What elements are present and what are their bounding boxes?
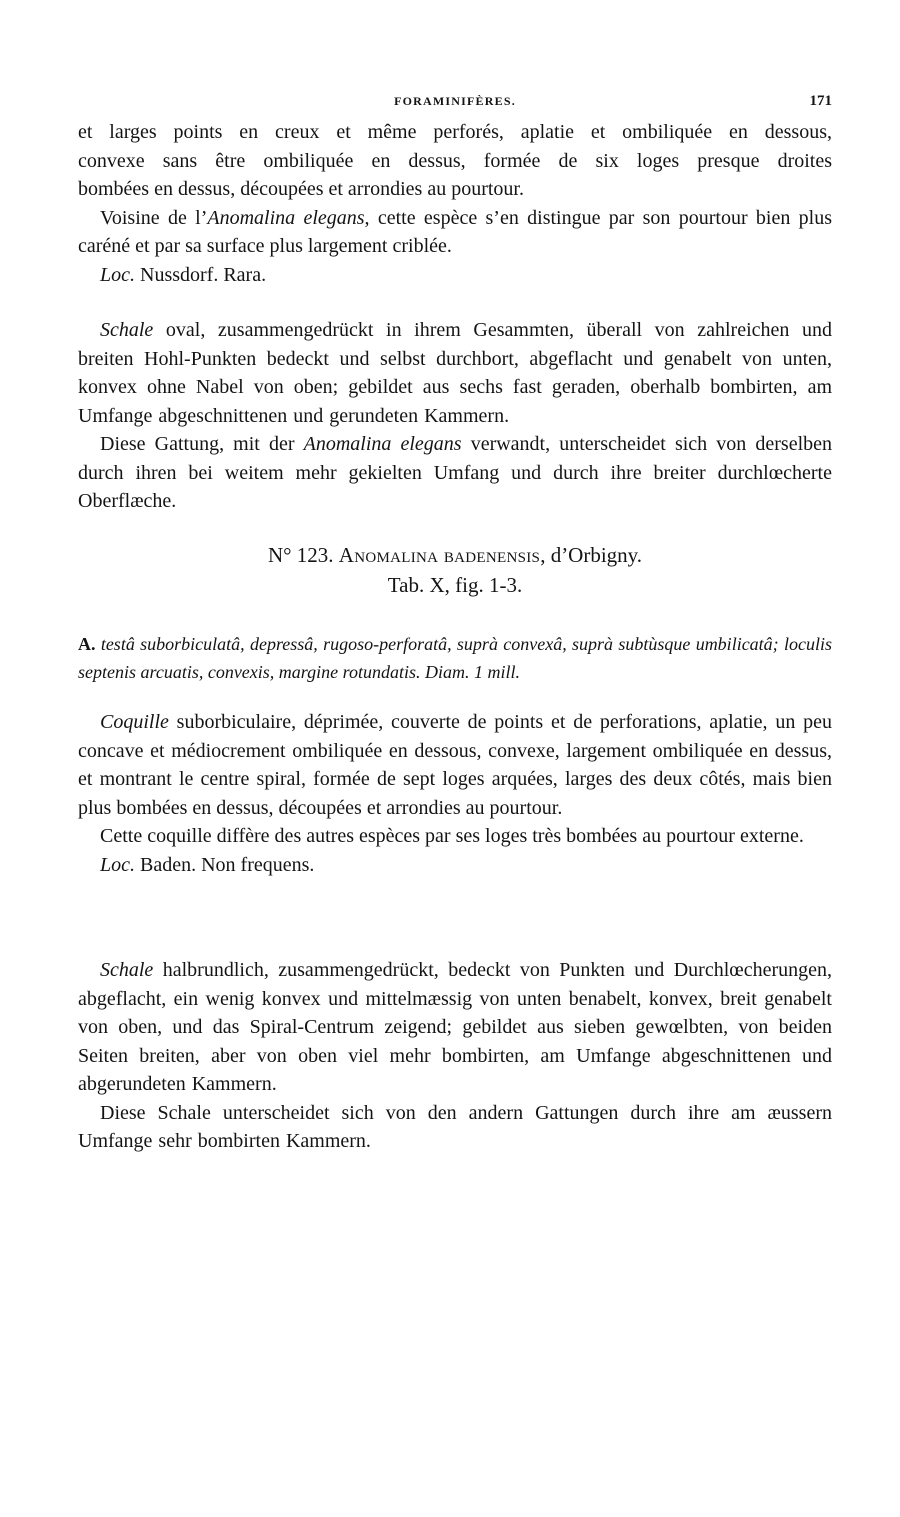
german-continuation bbox=[78, 316, 832, 516]
locality-line bbox=[78, 851, 832, 880]
description-paragraph bbox=[78, 956, 832, 1099]
latin-diagnosis bbox=[78, 630, 832, 686]
species-number: N° 123. bbox=[267, 543, 334, 567]
french-continuation bbox=[78, 118, 832, 289]
text-line: et larges points en creux et même perforés, aplatie et ombiliquée en dessous, bbox=[78, 121, 832, 143]
german-description bbox=[78, 956, 832, 1156]
diagnosis-body: testâ suborbiculatâ, depressâ, rugoso-perforatâ, suprà convexâ, suprà subtùsque umbilicatâ; loculis septenis arcuatis, convexis, margine rotundatis. Diam. 1 mill. bbox=[78, 634, 832, 682]
locality-text: Nussdorf. Rara. bbox=[135, 263, 267, 286]
locality-line bbox=[78, 261, 832, 290]
locality-label: Loc. bbox=[100, 263, 135, 286]
text-span: Diese Gattung, mit der bbox=[100, 433, 304, 455]
lead-word: Schale bbox=[100, 959, 154, 981]
species-name: Anomalina elegans bbox=[303, 433, 462, 455]
page-header bbox=[78, 94, 832, 114]
species-heading bbox=[78, 540, 832, 600]
french-description bbox=[78, 708, 832, 879]
text-line: convexe sans être ombiliquée en dessus, formée de six loges presque droites bbox=[78, 149, 832, 172]
lead-word: Schale bbox=[100, 319, 154, 341]
locality-text: Baden. Non frequens. bbox=[135, 853, 315, 876]
plate-reference: Tab. X, fig. 1-3. bbox=[387, 573, 523, 597]
text-span: suborbiculaire, déprimée, couverte de points et de perforations, aplatie, un peu concave et médiocrement ombiliquée en dessous, convexe, largement ombiliquée en dessus, et montrant le centre spiral, formée de sept loges arquées, larges des deux côtés, mais bien plus bombées en dessus, découpées et arrondies au pourtour. bbox=[78, 711, 832, 819]
species-name: Anomalina elegans bbox=[207, 206, 365, 229]
species-title bbox=[78, 540, 832, 570]
text-span: Voisine de l’ bbox=[100, 206, 208, 229]
locality-label: Loc. bbox=[100, 853, 135, 876]
lead-word: Coquille bbox=[100, 711, 169, 733]
description-paragraph bbox=[78, 316, 832, 430]
text-line: bombées en dessus, découpées et arrondies au pourtour. bbox=[78, 178, 524, 200]
running-title: FORAMINIFÈRES. bbox=[394, 94, 516, 108]
comparison-paragraph: Diese Schale unterscheidet sich von den andern Gattungen durch ihre am æussern Umfange sehr bombirten Kammern. bbox=[78, 1101, 832, 1152]
description-paragraph bbox=[78, 708, 832, 822]
genus-abbreviation: A. bbox=[78, 634, 96, 654]
species-name: Anomalina badenensis bbox=[338, 543, 541, 567]
comparison-paragraph bbox=[78, 430, 832, 516]
text-span: , cette espèce s’en distingue par son pourtour bien plus caréné et par sa surface plus largement criblée. bbox=[78, 206, 833, 257]
comparison-paragraph bbox=[78, 204, 832, 261]
text-span: halbrundlich, zusammengedrückt, bedeckt von Punkten und Durchlœcherungen, abgeflacht, ein wenig konvex und mittelmæssig von unten benabelt, konvex, breit genabelt von oben, und das Spiral-Centrum zeigend; gebildet aus sieben gewœlbten, von beiden Seiten breiten, aber von oben viel mehr bombirten, am Umfange abgeschnittenen und abgerundeten Kammern. bbox=[78, 959, 832, 1095]
text-span: oval, zusammengedrückt in ihrem Gesammten, überall von zahlreichen und breiten Hohl-Punkten bedeckt und selbst durchbort, abgeflacht und genabelt von unten, konvex ohne Nabel von oben; gebildet aus sechs fast geraden, oberhalb bombirten, am Umfange abgeschnittenen und gerundeten Kammern. bbox=[78, 319, 832, 427]
species-author: , d’Orbigny. bbox=[540, 543, 643, 567]
page-number: 171 bbox=[809, 93, 832, 109]
diagnosis-text bbox=[78, 630, 832, 686]
comparison-paragraph: Cette coquille diffère des autres espèces par ses loges très bombées au pourtour externe. bbox=[100, 825, 804, 847]
text-span: verwandt, unterscheidet sich von derselben durch ihren bei weitem mehr gekielten Umfang und durch ihre breiter durchlœcherte Oberflæche. bbox=[78, 433, 833, 512]
